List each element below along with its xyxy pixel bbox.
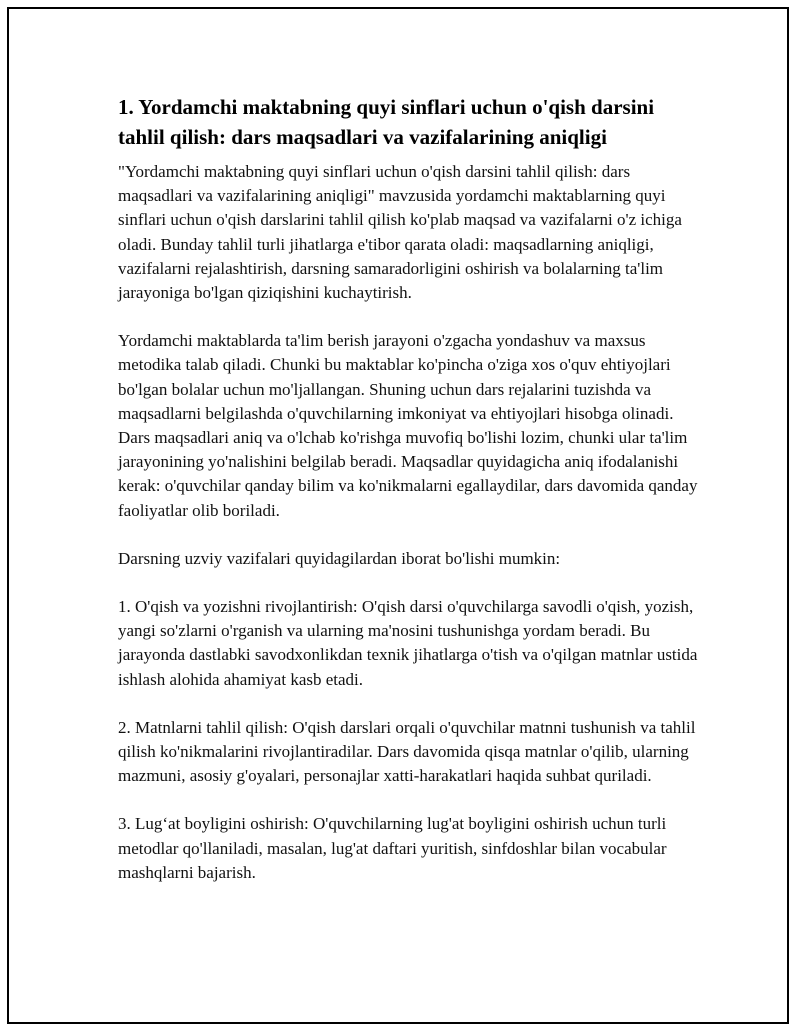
paragraph-methodology: Yordamchi maktablarda ta'lim berish jarayoni o'zgacha yondashuv va maxsus metodika talab qiladi. Chunki bu maktablar ko'pincha o'ziga xos o'quv ehtiyojlari bo'lgan bolalar uchun mo'ljallangan. Shuning uchun dars rejalarini tuzishda va maqsadlarni belgilashda o'quvchilarning imkoniyat va ehtiyojlari hisobga olinadi. Dars maqsadlari aniq va o'lchab ko'rishga muvofiq bo'lishi lozim, chunki ular ta'lim jarayonining yo'nalishini belgilab beradi. Maqsadlar quyidagicha aniq ifodalanishi kerak: o'quvchilar qanday bilim va ko'nikmalarni egallaydilar, dars davomida qanday faoliyatlar olib boriladi.: [118, 331, 698, 520]
list-item-text-analysis: 2. Matnlarni tahlil qilish: O'qish darslari orqali o'quvchilar matnni tushunish va tahlil qilish ko'nikmalarini rivojlantiradilar. Dars davomida qisqa matnlar o'qilib, ularning mazmuni, asosiy g'oyalari, personajlar xatti-harakatlari haqida suhbat quriladi.: [118, 717, 696, 786]
paragraph-tasks-intro: Darsning uzviy vazifalari quyidagilardan iborat bo'lishi mumkin:: [118, 548, 561, 568]
paragraph-intro: "Yordamchi maktabning quyi sinflari uchun o'qish darsini tahlil qilish: dars maqsadlari va vazifalarining aniqligi" mavzusida yordamchi maktablarning quyi sinflari uchun o'qish darslarini tahlil qilish ko'plab maqsad va vazifalarni o'z ichiga oladi. Bunday tahlil turli jihatlarga e'tibor qarata oladi: maqsadlarning aniqligi, vazifalarni rejalashtirish, darsning samaradorligini oshirish va bolalarning ta'lim jarayoniga bo'lgan qiziqishini kuchaytirish.: [118, 162, 682, 303]
document-title: 1. Yordamchi maktabning quyi sinflari uchun o'qish darsini tahlil qilish: dars maqsadlari va vazifalarining aniqligi: [118, 95, 655, 149]
list-item-vocabulary: 3. Lug‘at boyligini oshirish: O'quvchilarning lug'at boyligini oshirish uchun turli metodlar qo'llaniladi, masalan, lug'at daftari yuritish, sinfdoshlar bilan vocabular mashqlarni bajarish.: [118, 814, 667, 882]
document-body: [118, 92, 698, 909]
list-item-reading-writing: 1. O'qish va yozishni rivojlantirish: O'qish darsi o'quvchilarga savodli o'qish, yozish, yangi so'zlarni o'rganish va ularning ma'nosini tushunishga yordam beradi. Bu jarayonda dastlabki savodxonlikdan texnik jihatlarga o'tish va o'qilgan matnlar ustida ishlash alohida ahamiyat kasb etadi.: [118, 597, 698, 689]
